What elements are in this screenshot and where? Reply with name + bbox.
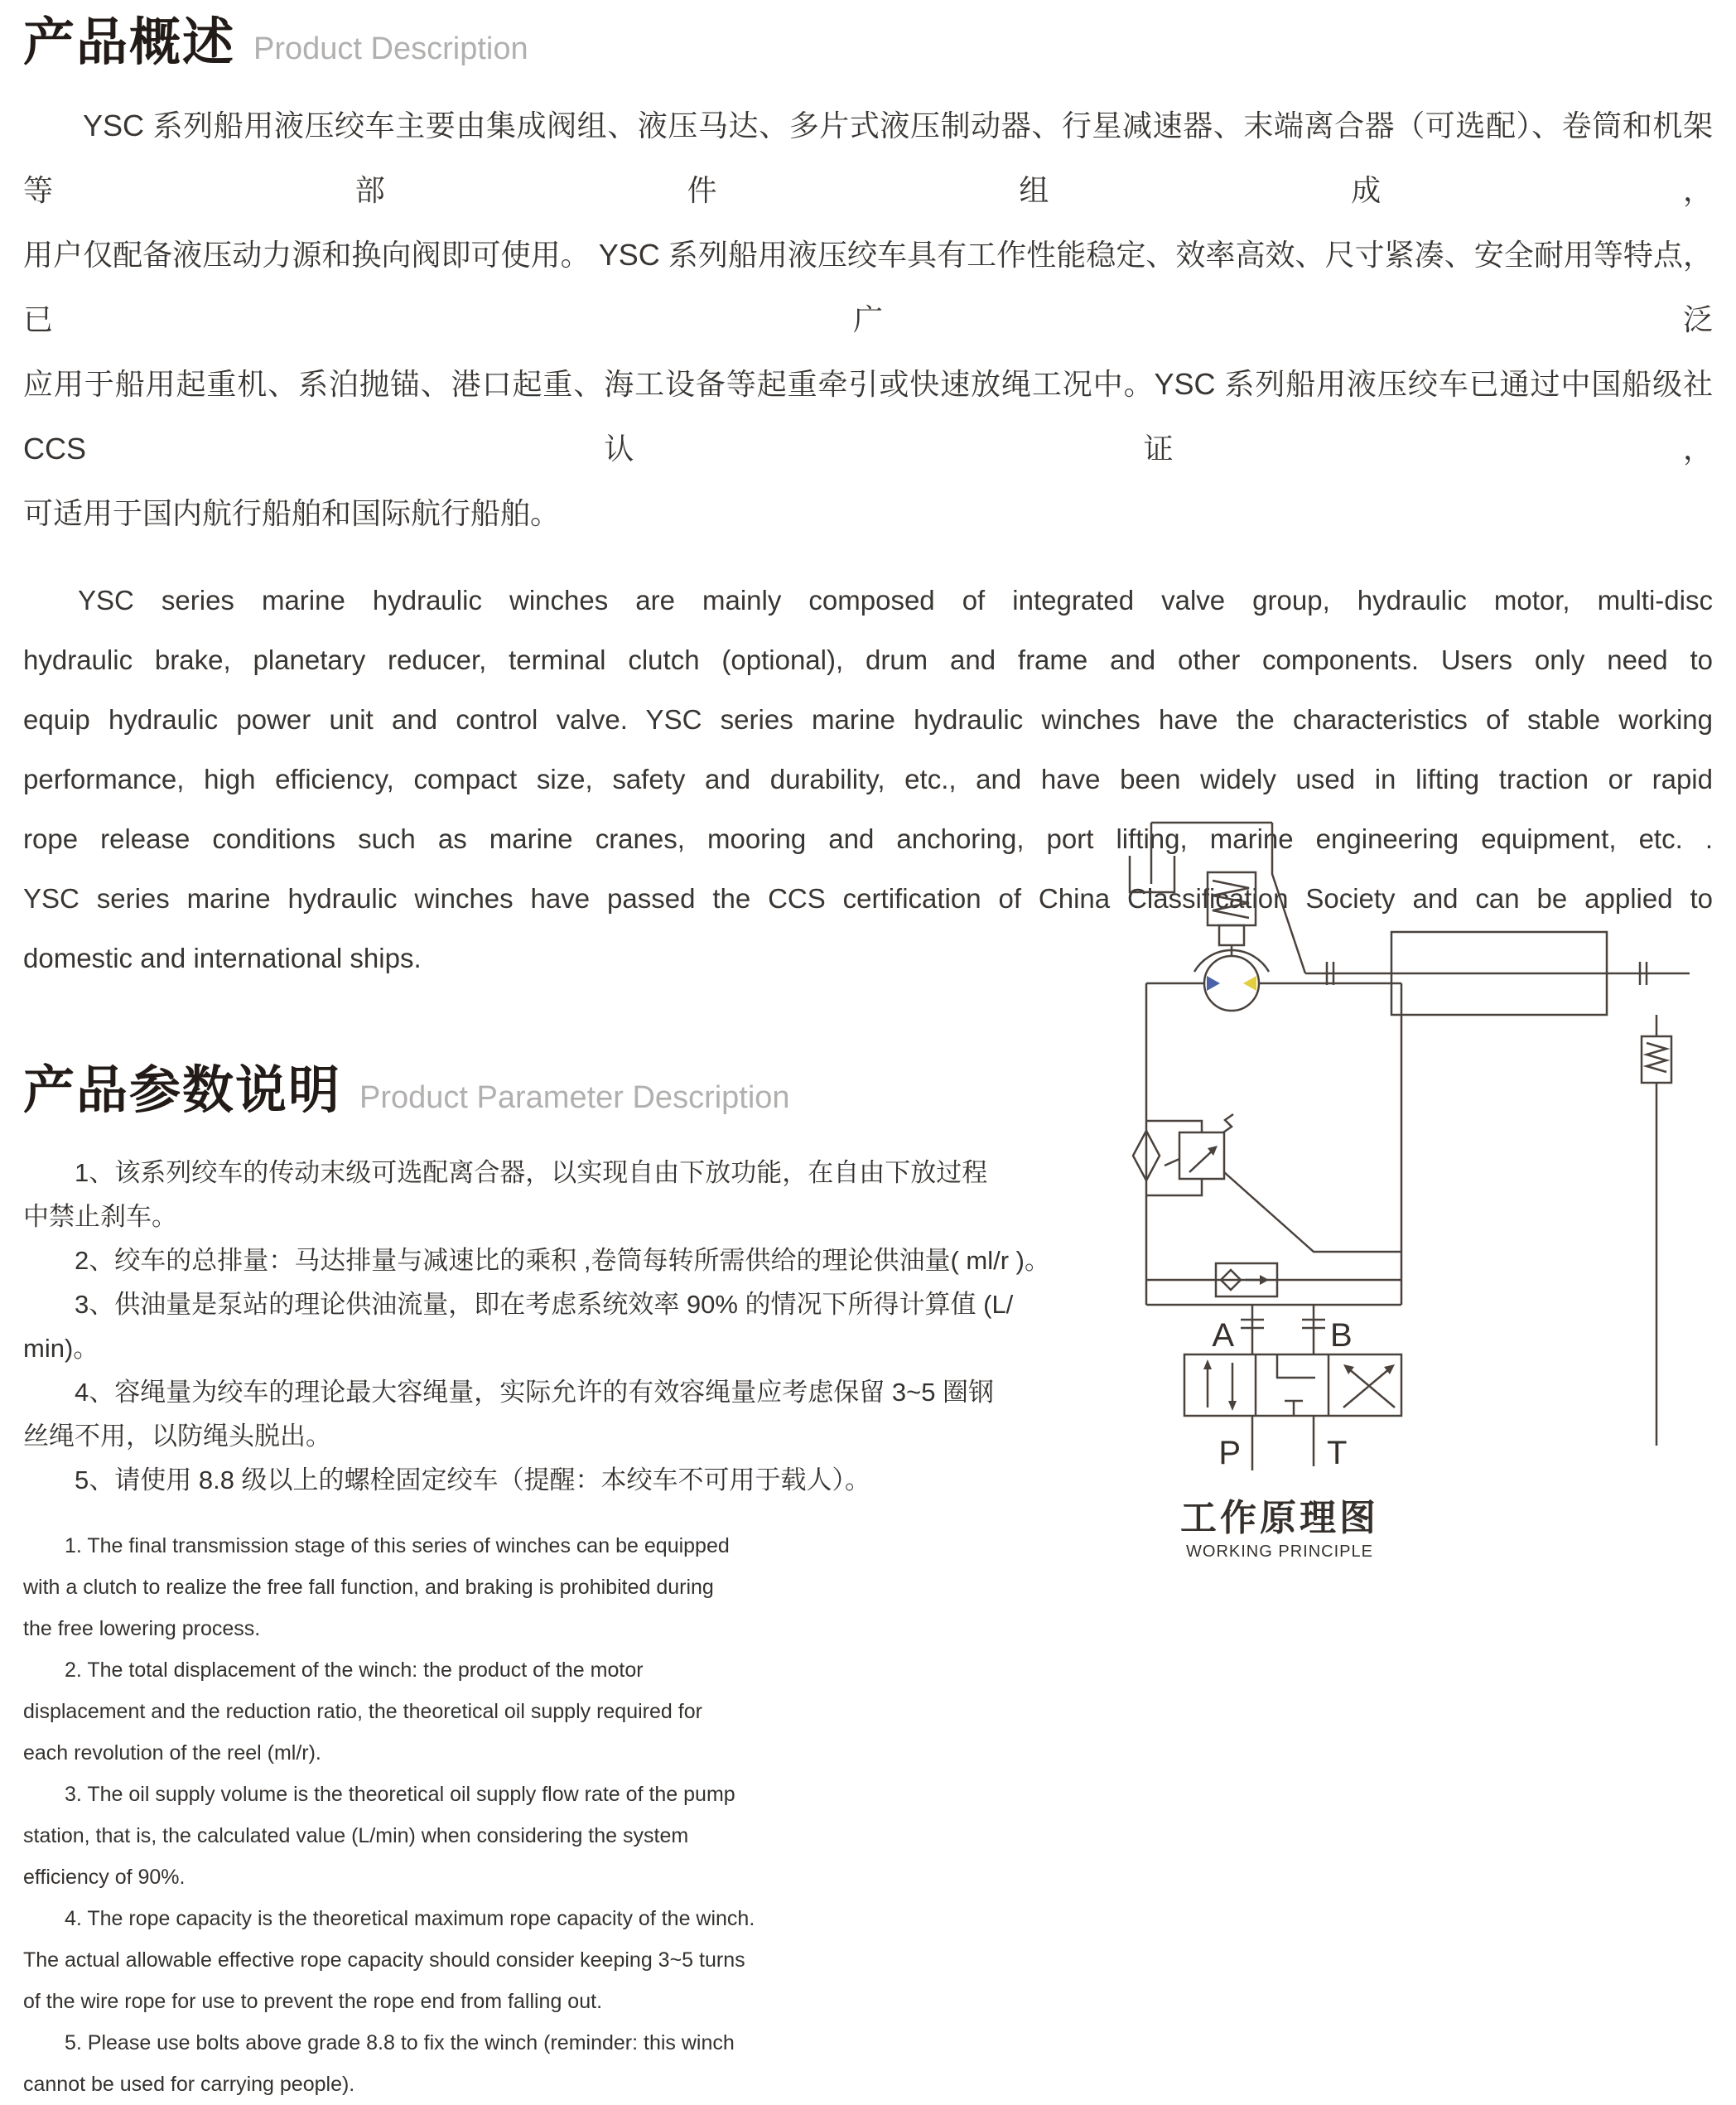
port-lines-ab [1212,1305,1352,1354]
text-line: 2、绞车的总排量：马达排量与减速比的乘积 ,卷筒每转所需供给的理论供油量( ml/r )。 [75,1245,1050,1275]
relief-valve-icon [1642,1015,1671,1446]
list-item [23,1370,1100,1458]
text-line: YSC series marine hydraulic winches have passed the CCS certification of China Classification Society and can be applied to [23,883,1713,915]
list-item [23,1238,1100,1282]
port-label-t: T [1327,1435,1348,1471]
text-line: 3、供油量是泵站的理论供油流量，即在考虑系统效率 90% 的情况下所得计算值 (L/ [75,1289,1014,1319]
text-line: cannot be used for carrying people). [23,2072,355,2096]
list-item [23,1525,851,1649]
list-item [23,1649,851,1774]
list-item [23,1774,851,1898]
text-line: station, that is, the calculated value (L/min) when considering the system [23,1823,689,1847]
shuttle-valve-icon [1146,1263,1401,1296]
text-line: each revolution of the reel (ml/r). [23,1740,321,1765]
text-line: 中禁止刹车。 [23,1201,177,1231]
overview-title-en: Product Description [253,31,528,67]
text-line: 可适用于国内航行船舶和国际航行船舶。 [23,496,561,531]
text-line: 应用于船用起重机、系泊抛锚、港口起重、海工设备等起重牵引或快速放绳工况中。YSC 系列船用液压绞车已通过中国船级社 CCS 认证， [23,367,1713,466]
text-line: YSC 系列船用液压绞车主要由集成阀组、液压马达、多片式液压制动器、行星减速器、末端离合器（可选配）、卷筒和机架等部件组成， [23,109,1713,208]
text-line: 丝绳不用，以防绳头脱出。 [23,1421,331,1451]
text-line: displacement and the reduction ratio, the theoretical oil supply required for [23,1699,702,1723]
text-line: The actual allowable effective rope capacity should consider keeping 3~5 turns [23,1948,745,1972]
drum-reducer-icon [1272,823,1690,1015]
text-line: 3. The oil supply volume is the theoretical oil supply flow rate of the pump [65,1782,735,1806]
port-lines-pt [1218,1416,1347,1471]
text-line: with a clutch to realize the free fall function, and braking is prohibited during [23,1575,714,1599]
text-line: 用户仅配备液压动力源和换向阀即可使用。 YSC 系列船用液压绞车具有工作性能稳定、效率高效、尺寸紧凑、安全耐用等特点，已广泛 [23,238,1713,337]
brake-cylinder-icon [1208,872,1256,957]
text-line: 5. Please use bolts above grade 8.8 to fix the winch (reminder: this winch [65,2030,735,2054]
text-line: performance, high efficiency, compact size, safety and durability, etc., and have been widely used in lifting traction or rapid [23,764,1713,795]
list-item [23,1458,1100,1502]
diagram-caption-cn: 工作原理图 [1180,1498,1379,1538]
text-line: of the wire rope for use to prevent the rope end from falling out. [23,1989,603,2013]
list-item [23,2022,851,2105]
list-item [23,1282,1100,1370]
text-line: the free lowering process. [23,1616,261,1640]
text-line: 1. The final transmission stage of this series of winches can be equipped [65,1533,730,1557]
text-line: domestic and international ships. [23,943,422,974]
text-line: 4、容绳量为绞车的理论最大容绳量，实际允许的有效容绳量应考虑保留 3~5 圈钢 [75,1377,995,1407]
port-label-p: P [1218,1435,1241,1471]
parameters-title-cn: 产品参数说明 [23,1062,342,1120]
list-item [23,1898,851,2022]
text-line: hydraulic brake, planetary reducer, terminal clutch (optional), drum and frame and other components. Users only need to [23,645,1713,676]
text-line: rope release conditions such as marine cranes, mooring and anchoring, port lifting, marine engineering equipment, etc. . [23,823,1713,855]
overview-title-cn: 产品概述 [23,14,236,71]
motor-port-b-wedge [1243,976,1256,991]
integrated-valve-group-box [1146,983,1401,1305]
text-line: YSC series marine hydraulic winches are mainly composed of integrated valve group, hydraulic motor, multi-disc [78,585,1713,616]
directional-valve-icon [1184,1354,1401,1416]
text-line: min)。 [23,1333,99,1363]
pressure-reducing-valve-icon [1146,1114,1401,1252]
text-line: 2. The total displacement of the winch: the product of the motor [65,1658,644,1682]
diagram-caption-en: WORKING PRINCIPLE [1186,1543,1373,1561]
text-line: equip hydraulic power unit and control valve. YSC series marine hydraulic winches have the characteristics of stable working [23,704,1713,736]
oil-tank [1130,823,1272,892]
port-label-b: B [1330,1317,1353,1354]
motor-port-a-wedge [1207,976,1220,991]
text-line: 5、请使用 8.8 级以上的螺栓固定绞车（提醒：本绞车不可用于载人）。 [75,1465,871,1494]
working-principle-diagram [1110,808,1714,1591]
parameters-list-cn [23,1151,1100,1502]
overview-paragraph-cn [23,94,1713,546]
section-overview-heading [23,0,1713,72]
hydraulic-motor-icon [1194,950,1269,1011]
text-line: efficiency of 90%. [23,1865,186,1889]
list-item [23,1151,1100,1238]
text-line: 1、该系列绞车的传动末级可选配离合器，以实现自由下放功能，在自由下放过程 [75,1157,988,1187]
text-line: 4. The rope capacity is the theoretical maximum rope capacity of the winch. [65,1906,755,1930]
parameters-list-en [23,1525,851,2105]
port-label-a: A [1212,1317,1234,1354]
hydraulic-schematic [1110,808,1714,1591]
parameters-title-en: Product Parameter Description [359,1079,790,1115]
